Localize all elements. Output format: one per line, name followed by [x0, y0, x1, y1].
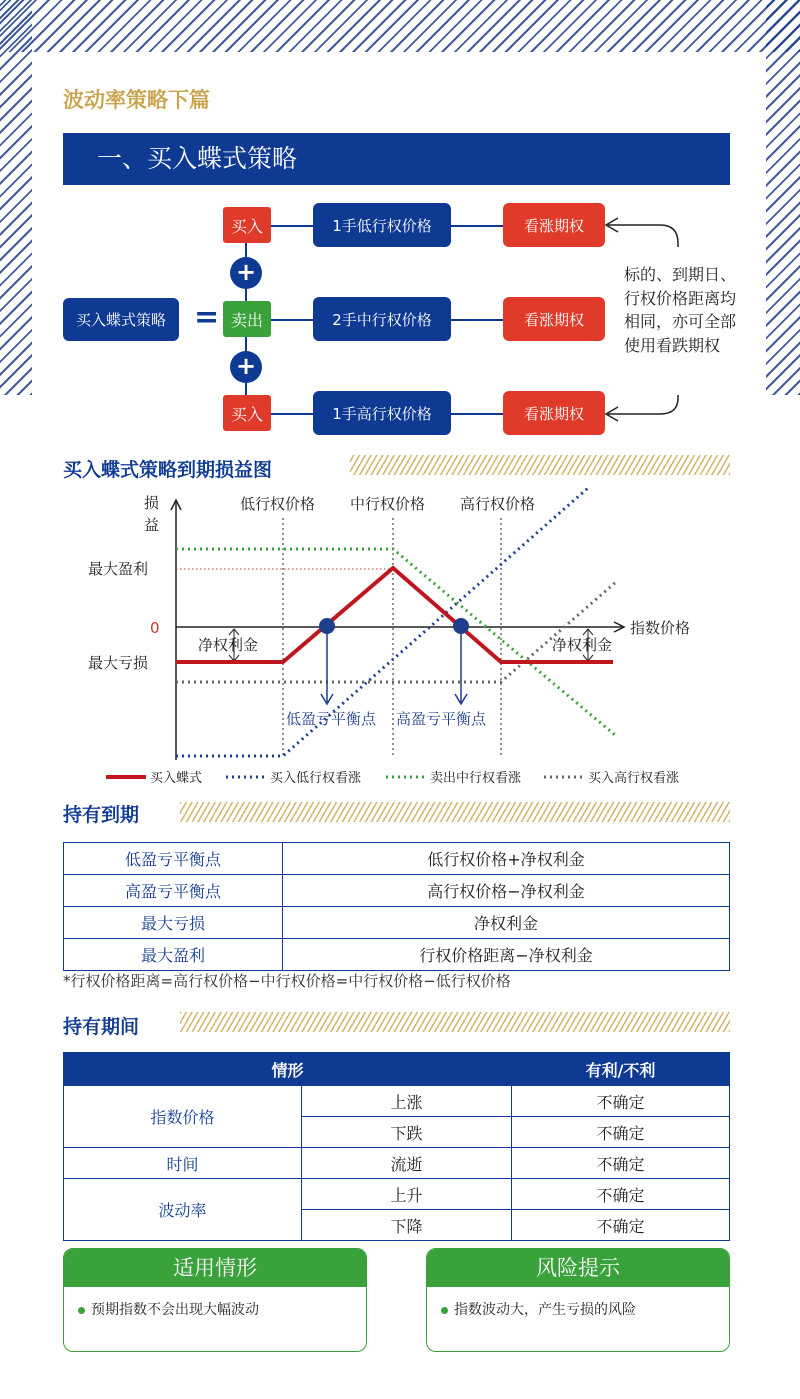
section-banner: 一、买入蝶式策略 [63, 133, 730, 185]
expiry-formula: 净权利金 [283, 907, 730, 939]
card-risk-title: 风险提示 [427, 1249, 729, 1287]
breakeven-high-arrow [455, 634, 467, 704]
breakeven-low-arrow [321, 634, 333, 704]
hold-expiry-table [63, 842, 730, 971]
table-row [64, 1086, 730, 1117]
chart-title-stripe [350, 455, 730, 475]
table-row [64, 939, 730, 971]
strike-high-box: 1手高行权价格 [313, 391, 451, 435]
legend-label-butterfly: 买入蝶式 [150, 771, 203, 786]
expiry-formula: 行权价格距离−净权利金 [283, 939, 730, 971]
bullet-icon [78, 1307, 85, 1314]
hold-expiry-title: 持有到期 [63, 804, 140, 826]
table-row [64, 1148, 730, 1179]
plus-sign-2: + [230, 351, 262, 383]
bullet-icon [441, 1307, 448, 1314]
card-applicable-body [64, 1287, 366, 1319]
chart-section-title: 买入蝶式策略到期损益图 [63, 459, 273, 481]
option-call-2: 看涨期权 [503, 297, 605, 341]
annot-net-premium-right: 净权利金 [552, 636, 613, 654]
decor-stripes-top [0, 0, 800, 52]
situation-cell: 上涨 [302, 1086, 512, 1117]
expiry-item: 低盈亏平衡点 [64, 843, 283, 875]
annot-max-loss: 最大亏损 [88, 654, 149, 672]
hold-period-table [63, 1052, 730, 1241]
y-axis-label-2: 益 [144, 516, 160, 534]
factor-time: 时间 [64, 1148, 302, 1179]
strategy-label-box: 买入蝶式策略 [63, 298, 179, 341]
expiry-footnote: *行权价格距离=高行权价格−中行权价格=中行权价格−低行权价格 [63, 972, 511, 990]
annot-zero: 0 [150, 619, 160, 637]
action-buy-low: 买入 [223, 207, 271, 243]
outcome-cell: 不确定 [512, 1179, 730, 1210]
hold-expiry-stripe [180, 802, 730, 822]
situation-cell: 下降 [302, 1210, 512, 1241]
expiry-item: 最大盈利 [64, 939, 283, 971]
option-call-1: 看涨期权 [503, 203, 605, 247]
card-risk-text: 指数波动大，产生亏损的风险 [454, 1302, 636, 1318]
action-sell-mid: 卖出 [223, 301, 271, 337]
structure-note: 标的、到期日、行权价格距离均相同，亦可全部使用看跌期权 [624, 265, 737, 355]
legend-label-high-call: 买入高行权看涨 [588, 771, 680, 786]
table-header-row [64, 1053, 730, 1086]
table-row [64, 907, 730, 939]
expiry-formula: 低行权价格+净权利金 [283, 843, 730, 875]
situation-cell: 上升 [302, 1179, 512, 1210]
hold-period-title: 持有期间 [63, 1016, 140, 1038]
plus-sign-1: + [230, 257, 262, 289]
page-title: 波动率策略下篇 [63, 88, 210, 112]
action-buy-high: 买入 [223, 395, 271, 431]
situation-cell: 下跌 [302, 1117, 512, 1148]
series-buy-low-call [176, 488, 588, 756]
expiry-formula: 高行权价格−净权利金 [283, 875, 730, 907]
strike-label-mid: 中行权价格 [350, 495, 426, 513]
outcome-cell: 不确定 [512, 1086, 730, 1117]
strike-label-low: 低行权价格 [240, 495, 316, 513]
decor-stripes-left [0, 0, 32, 395]
table-row [64, 875, 730, 907]
legend-label-low-call: 买入低行权看涨 [270, 771, 362, 786]
card-risk-body [427, 1287, 729, 1319]
factor-volatility: 波动率 [64, 1179, 302, 1241]
annot-low-breakeven: 低盈亏平衡点 [286, 710, 377, 728]
card-applicable-title: 适用情形 [64, 1249, 366, 1287]
strike-mid-box: 2手中行权价格 [313, 297, 451, 341]
card-applicable-text: 预期指数不会出现大幅波动 [91, 1302, 259, 1318]
card-risk [426, 1248, 730, 1352]
header-situation: 情形 [64, 1053, 512, 1086]
factor-index-price: 指数价格 [64, 1086, 302, 1148]
card-applicable [63, 1248, 367, 1352]
situation-cell: 流逝 [302, 1148, 512, 1179]
strike-low-box: 1手低行权价格 [313, 203, 451, 247]
annot-high-breakeven: 高盈亏平衡点 [396, 710, 487, 728]
annot-net-premium-left: 净权利金 [198, 636, 259, 654]
legend-label-mid-call: 卖出中行权看涨 [430, 771, 522, 786]
expiry-item: 高盈亏平衡点 [64, 875, 283, 907]
table-row [64, 1179, 730, 1210]
hold-period-stripe [180, 1012, 730, 1032]
annot-max-profit: 最大盈利 [88, 560, 149, 578]
decor-stripes-right [766, 0, 800, 395]
y-axis-label-1: 损 [144, 494, 160, 512]
equals-sign: = [194, 300, 220, 335]
outcome-cell: 不确定 [512, 1117, 730, 1148]
x-axis-label: 指数价格 [630, 619, 691, 637]
payoff-chart [60, 488, 740, 798]
breakeven-high-point [453, 618, 469, 634]
series-buy-high-call [176, 582, 616, 682]
breakeven-low-point [319, 618, 335, 634]
option-call-3: 看涨期权 [503, 391, 605, 435]
header-favorable: 有利/不利 [512, 1053, 730, 1086]
strike-label-high: 高行权价格 [460, 495, 536, 513]
expiry-item: 最大亏损 [64, 907, 283, 939]
outcome-cell: 不确定 [512, 1210, 730, 1241]
table-row [64, 843, 730, 875]
outcome-cell: 不确定 [512, 1148, 730, 1179]
